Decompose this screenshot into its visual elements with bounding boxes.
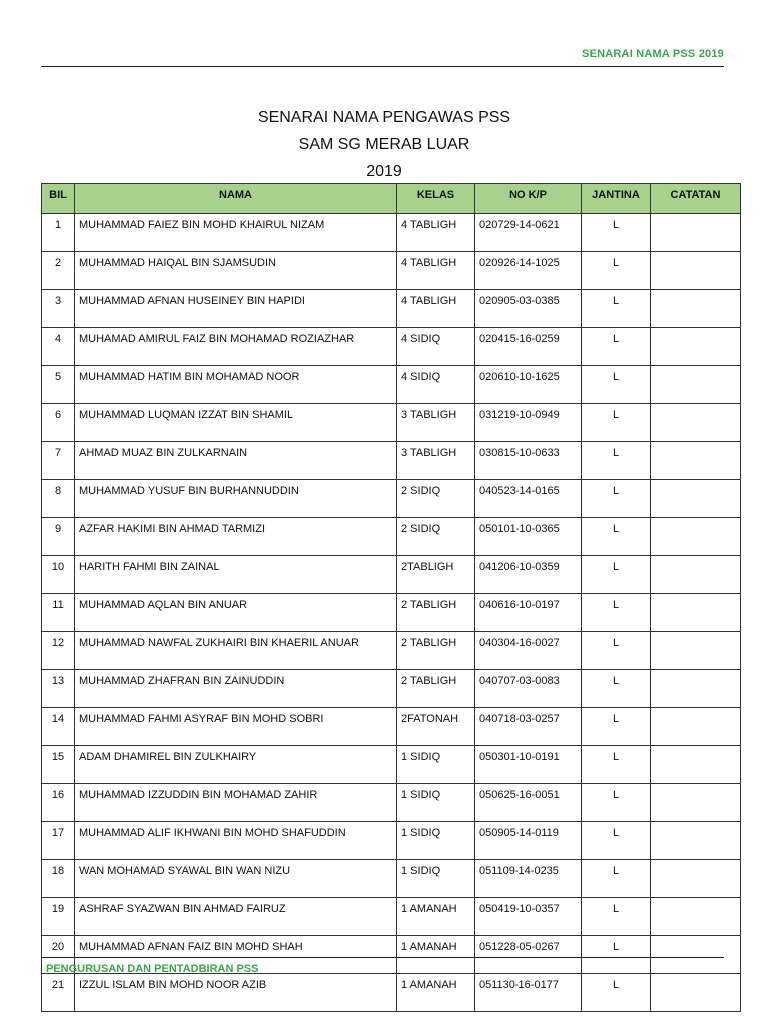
cell-bil: 2 <box>42 252 75 290</box>
cell-catatan <box>651 442 741 480</box>
cell-catatan <box>651 974 741 1012</box>
cell-nokp: 040707-03-0083 <box>475 670 582 708</box>
cell-catatan <box>651 214 741 252</box>
cell-jantina: L <box>582 290 651 328</box>
cell-kelas: 3 TABLIGH <box>397 404 475 442</box>
cell-nama: IZZUL ISLAM BIN MOHD NOOR AZIB <box>75 974 397 1012</box>
cell-nama: MUHAMMAD HATIM BIN MOHAMAD NOOR <box>75 366 397 404</box>
cell-nama: HARITH FAHMI BIN ZAINAL <box>75 556 397 594</box>
cell-catatan <box>651 366 741 404</box>
cell-nokp: 051130-16-0177 <box>475 974 582 1012</box>
cell-nokp: 020610-10-1625 <box>475 366 582 404</box>
cell-bil: 20 <box>42 936 75 974</box>
cell-jantina: L <box>582 936 651 974</box>
cell-kelas: 1 SIDIQ <box>397 784 475 822</box>
table-row <box>42 708 741 746</box>
cell-bil: 17 <box>42 822 75 860</box>
cell-kelas: 4 TABLIGH <box>397 214 475 252</box>
title-line-2: SAM SG MERAB LUAR <box>298 136 470 153</box>
table-row <box>42 442 741 480</box>
cell-catatan <box>651 632 741 670</box>
cell-catatan <box>651 860 741 898</box>
cell-jantina: L <box>582 518 651 556</box>
cell-bil: 15 <box>42 746 75 784</box>
cell-bil: 1 <box>42 214 75 252</box>
cell-bil: 6 <box>42 404 75 442</box>
cell-nama: MUHAMMAD YUSUF BIN BURHANNUDDIN <box>75 480 397 518</box>
cell-jantina: L <box>582 746 651 784</box>
table-row <box>42 822 741 860</box>
table-row <box>42 480 741 518</box>
cell-catatan <box>651 328 741 366</box>
cell-jantina: L <box>582 442 651 480</box>
column-header-bil: BIL <box>42 184 75 214</box>
table-row <box>42 404 741 442</box>
table-body <box>42 214 741 1012</box>
cell-nokp: 031219-10-0949 <box>475 404 582 442</box>
cell-kelas: 2 SIDIQ <box>397 518 475 556</box>
cell-catatan <box>651 404 741 442</box>
table-row <box>42 632 741 670</box>
cell-nokp: 040523-14-0165 <box>475 480 582 518</box>
cell-jantina: L <box>582 784 651 822</box>
table-row <box>42 898 741 936</box>
cell-kelas: 2FATONAH <box>397 708 475 746</box>
table-row <box>42 518 741 556</box>
cell-nama: MUHAMMAD AQLAN BIN ANUAR <box>75 594 397 632</box>
cell-kelas: 4 TABLIGH <box>397 290 475 328</box>
table-row <box>42 556 741 594</box>
cell-bil: 10 <box>42 556 75 594</box>
cell-nokp: 050905-14-0119 <box>475 822 582 860</box>
cell-kelas: 1 SIDIQ <box>397 860 475 898</box>
cell-jantina: L <box>582 252 651 290</box>
cell-nama: MUHAMMAD FAHMI ASYRAF BIN MOHD SOBRI <box>75 708 397 746</box>
cell-kelas: 1 AMANAH <box>397 936 475 974</box>
cell-nokp: 051228-05-0267 <box>475 936 582 974</box>
cell-kelas: 2 TABLIGH <box>397 594 475 632</box>
cell-jantina: L <box>582 556 651 594</box>
cell-bil: 8 <box>42 480 75 518</box>
cell-nokp: 041206-10-0359 <box>475 556 582 594</box>
cell-catatan <box>651 480 741 518</box>
title-line-3: 2019 <box>366 163 402 180</box>
cell-catatan <box>651 290 741 328</box>
cell-catatan <box>651 822 741 860</box>
cell-jantina: L <box>582 974 651 1012</box>
cell-jantina: L <box>582 632 651 670</box>
column-header-jantina: JANTINA <box>582 184 651 214</box>
table-row <box>42 974 741 1012</box>
table-row <box>42 252 741 290</box>
cell-nama: MUHAMAD AMIRUL FAIZ BIN MOHAMAD ROZIAZHAR <box>75 328 397 366</box>
cell-nama: AHMAD MUAZ BIN ZULKARNAIN <box>75 442 397 480</box>
cell-bil: 11 <box>42 594 75 632</box>
cell-jantina: L <box>582 670 651 708</box>
cell-catatan <box>651 594 741 632</box>
cell-nama: MUHAMMAD AFNAN HUSEINEY BIN HAPIDI <box>75 290 397 328</box>
cell-bil: 5 <box>42 366 75 404</box>
footer-divider <box>41 957 724 958</box>
title-line-1: SENARAI NAMA PENGAWAS PSS <box>257 109 511 126</box>
table-row <box>42 328 741 366</box>
cell-nokp: 050419-10-0357 <box>475 898 582 936</box>
cell-nokp: 040616-10-0197 <box>475 594 582 632</box>
cell-kelas: 2 TABLIGH <box>397 632 475 670</box>
column-header-catatan: CATATAN <box>651 184 741 214</box>
cell-nama: MUHAMMAD LUQMAN IZZAT BIN SHAMIL <box>75 404 397 442</box>
table-row <box>42 290 741 328</box>
cell-catatan <box>651 518 741 556</box>
cell-nokp: 020729-14-0621 <box>475 214 582 252</box>
cell-nokp: 051109-14-0235 <box>475 860 582 898</box>
cell-nokp: 050101-10-0365 <box>475 518 582 556</box>
cell-jantina: L <box>582 214 651 252</box>
cell-kelas: 2TABLIGH <box>397 556 475 594</box>
cell-bil: 19 <box>42 898 75 936</box>
table-row <box>42 860 741 898</box>
cell-bil: 7 <box>42 442 75 480</box>
cell-bil: 4 <box>42 328 75 366</box>
cell-nama: WAN MOHAMAD SYAWAL BIN WAN NIZU <box>75 860 397 898</box>
cell-jantina: L <box>582 594 651 632</box>
cell-kelas: 4 SIDIQ <box>397 328 475 366</box>
prefect-table <box>41 183 741 1012</box>
cell-nokp: 020926-14-1025 <box>475 252 582 290</box>
cell-nama: MUHAMMAD FAIEZ BIN MOHD KHAIRUL NIZAM <box>75 214 397 252</box>
cell-bil: 9 <box>42 518 75 556</box>
cell-kelas: 1 SIDIQ <box>397 822 475 860</box>
cell-jantina: L <box>582 480 651 518</box>
cell-kelas: 4 TABLIGH <box>397 252 475 290</box>
cell-kelas: 1 AMANAH <box>397 898 475 936</box>
cell-bil: 21 <box>42 974 75 1012</box>
cell-nokp: 030815-10-0633 <box>475 442 582 480</box>
cell-jantina: L <box>582 898 651 936</box>
cell-bil: 16 <box>42 784 75 822</box>
header-divider <box>41 66 724 67</box>
cell-bil: 14 <box>42 708 75 746</box>
cell-catatan <box>651 670 741 708</box>
cell-nama: MUHAMMAD HAIQAL BIN SJAMSUDIN <box>75 252 397 290</box>
cell-bil: 13 <box>42 670 75 708</box>
table-row <box>42 746 741 784</box>
cell-kelas: 4 SIDIQ <box>397 366 475 404</box>
cell-kelas: 1 AMANAH <box>397 974 475 1012</box>
cell-kelas: 1 SIDIQ <box>397 746 475 784</box>
cell-bil: 3 <box>42 290 75 328</box>
table-row <box>42 670 741 708</box>
cell-jantina: L <box>582 822 651 860</box>
cell-kelas: 2 TABLIGH <box>397 670 475 708</box>
cell-nokp: 020905-03-0385 <box>475 290 582 328</box>
table-row <box>42 366 741 404</box>
cell-kelas: 2 SIDIQ <box>397 480 475 518</box>
cell-catatan <box>651 556 741 594</box>
cell-nama: ASHRAF SYAZWAN BIN AHMAD FAIRUZ <box>75 898 397 936</box>
cell-catatan <box>651 898 741 936</box>
cell-nokp: 040304-16-0027 <box>475 632 582 670</box>
cell-jantina: L <box>582 860 651 898</box>
cell-nama: MUHAMMAD IZZUDDIN BIN MOHAMAD ZAHIR <box>75 784 397 822</box>
column-header-nama: NAMA <box>75 184 397 214</box>
cell-nama: MUHAMMAD NAWFAL ZUKHAIRI BIN KHAERIL ANUAR <box>75 632 397 670</box>
cell-bil: 18 <box>42 860 75 898</box>
cell-nokp: 050301-10-0191 <box>475 746 582 784</box>
page-footer-note: PENGURUSAN DAN PENTADBIRAN PSS <box>46 963 259 975</box>
table-header-row <box>42 184 741 214</box>
column-header-kelas: KELAS <box>397 184 475 214</box>
cell-nama: AZFAR HAKIMI BIN AHMAD TARMIZI <box>75 518 397 556</box>
table-row <box>42 594 741 632</box>
cell-catatan <box>651 708 741 746</box>
table-row <box>42 214 741 252</box>
cell-nama: MUHAMMAD ZHAFRAN BIN ZAINUDDIN <box>75 670 397 708</box>
cell-nama: MUHAMMAD AFNAN FAIZ BIN MOHD SHAH <box>75 936 397 974</box>
cell-kelas: 3 TABLIGH <box>397 442 475 480</box>
cell-catatan <box>651 252 741 290</box>
table-row <box>42 784 741 822</box>
cell-jantina: L <box>582 708 651 746</box>
cell-jantina: L <box>582 404 651 442</box>
cell-catatan <box>651 936 741 974</box>
cell-catatan <box>651 746 741 784</box>
cell-nama: MUHAMMAD ALIF IKHWANI BIN MOHD SHAFUDDIN <box>75 822 397 860</box>
cell-catatan <box>651 784 741 822</box>
document-title <box>0 104 768 185</box>
cell-jantina: L <box>582 366 651 404</box>
cell-nokp: 040718-03-0257 <box>475 708 582 746</box>
cell-jantina: L <box>582 328 651 366</box>
cell-nokp: 050625-16-0051 <box>475 784 582 822</box>
column-header-no-kp: NO K/P <box>475 184 582 214</box>
page-header-note: SENARAI NAMA PSS 2019 <box>582 48 724 60</box>
cell-nama: ADAM DHAMIREL BIN ZULKHAIRY <box>75 746 397 784</box>
cell-nokp: 020415-16-0259 <box>475 328 582 366</box>
cell-bil: 12 <box>42 632 75 670</box>
